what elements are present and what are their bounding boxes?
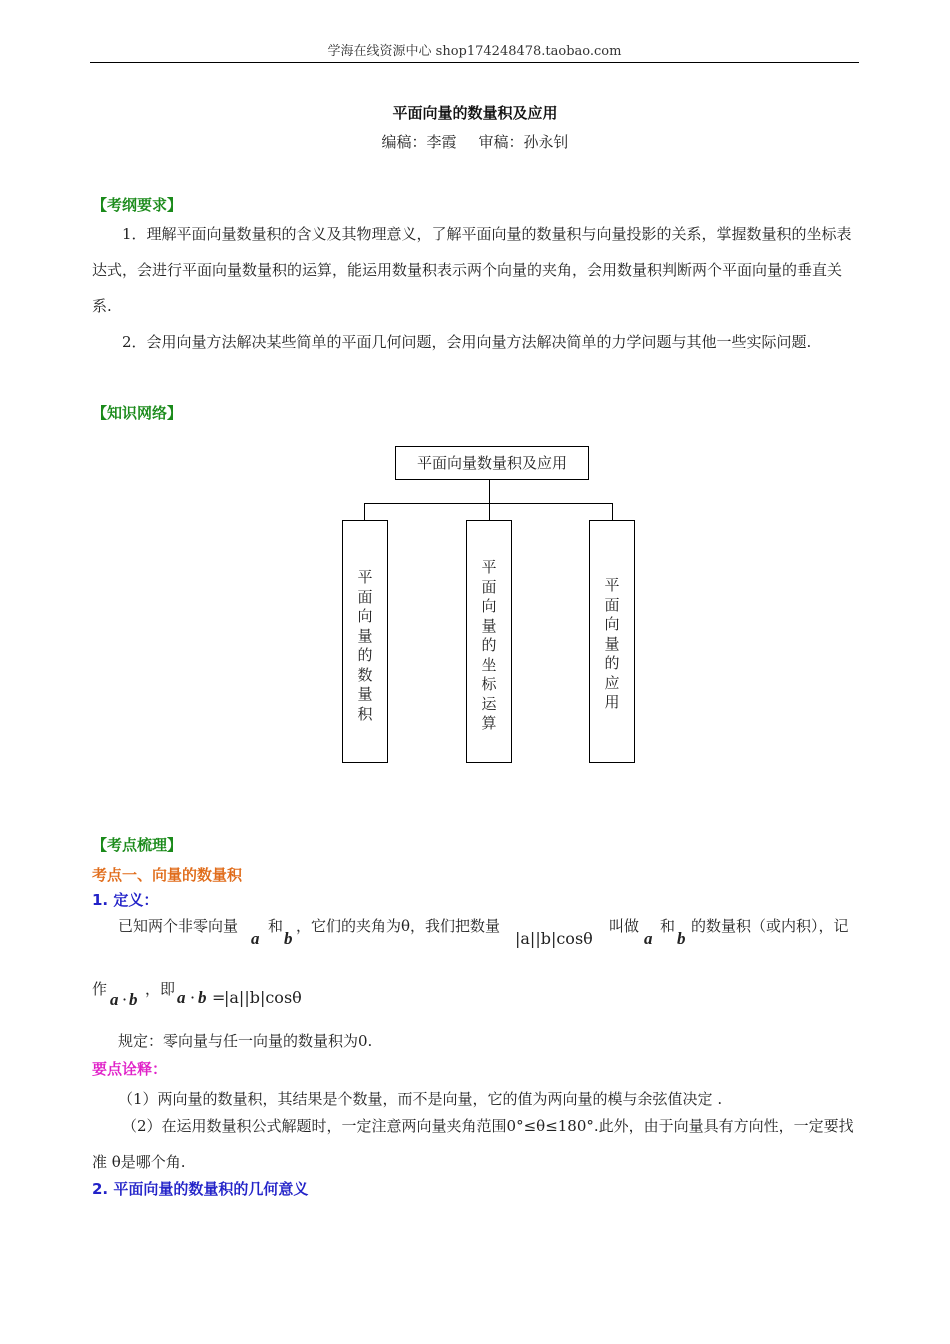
definition-text-4: 的数量积（或内积），记 (691, 917, 849, 935)
definition-text-2: ，它们的夹角为θ，我们把数量 (296, 917, 501, 935)
vector-b: b (129, 990, 138, 1009)
key-point-1: （1）两向量的数量积，其结果是个数量，而不是向量，它的值为两向量的模与余弦值决定 . (118, 1090, 723, 1108)
diagram-child-label: 平 面 向 量 的 坐 标 运 算 (481, 558, 497, 732)
vector-b: b (677, 929, 686, 948)
diagram-connector (612, 503, 613, 521)
dot-symbol: · (190, 988, 196, 1007)
definition-and: 和 (268, 917, 284, 935)
definition-and: 和 (660, 917, 676, 935)
vector-b: b (198, 988, 207, 1007)
vector-a: a (110, 990, 119, 1009)
diagram-root-box: 平面向量数量积及应用 (395, 446, 589, 480)
definition-text-3: 叫做 (609, 917, 640, 935)
diagram-child-box-3 (589, 520, 635, 763)
key-points-heading: 要点诠释： (92, 1060, 168, 1078)
geometric-meaning-heading: 2. 平面向量的数量积的几何意义 (92, 1180, 309, 1198)
section-requirements-heading: 【考纲要求】 (92, 196, 183, 214)
equals-sign: = (212, 988, 226, 1007)
diagram-child-box-1 (342, 520, 388, 763)
dot-product-formula-2: |a||b|cosθ (224, 988, 302, 1007)
notation-ji: ，即 (145, 980, 176, 998)
key-point-2: （2）在运用数量积公式解题时，一定注意两向量夹角范围0°≤θ≤180°.此外，由于向量具有方向性，一定要找准 θ是哪个角. (92, 1117, 854, 1171)
diagram-child-label: 平 面 向 量 的 应 用 (604, 576, 620, 711)
document-title: 平面向量的数量积及应用 (392, 104, 558, 122)
dot-product-formula: |a||b|cosθ (515, 929, 593, 948)
notation-zuo: 作 (92, 980, 108, 998)
editor: 编稿：李霞 (381, 133, 457, 151)
page-header: 学海在线资源中心 shop174248478.taobao.com (90, 44, 859, 63)
diagram-connector (489, 480, 490, 504)
kaodian-1-title: 考点一、向量的数量积 (92, 866, 243, 884)
reviewer: 审稿：孙永钊 (478, 133, 569, 151)
section-network-heading: 【知识网络】 (92, 404, 183, 422)
vector-b: b (284, 929, 293, 948)
vector-a: a (644, 929, 653, 948)
definition-label: 1. 定义： (92, 891, 159, 909)
requirement-item-1: 1．理解平面向量数量积的含义及其物理意义，了解平面向量的数量积与向量投影的关系，掌握数量积的坐标表达式，会进行平面向量数量积的运算，能运用数量积表示两个向量的夹角，会用数量积判断两个平面向量的垂直关系. (92, 225, 852, 315)
authors-line (0, 131, 950, 152)
vector-a: a (251, 929, 260, 948)
diagram-child-label: 平 面 向 量 的 数 量 积 (357, 568, 373, 723)
dot-symbol: · (122, 990, 128, 1009)
rule-text: 规定：零向量与任一向量的数量积为0. (118, 1032, 373, 1050)
requirement-item-2: 2．会用向量方法解决某些简单的平面几何问题，会用向量方法解决简单的力学问题与其他一些实际问题. (122, 333, 812, 351)
diagram-connector (364, 503, 365, 521)
diagram-connector (489, 503, 490, 521)
section-review-heading: 【考点梳理】 (92, 836, 183, 854)
diagram-child-box-2 (466, 520, 512, 763)
definition-text-1: 已知两个非零向量 (118, 917, 239, 935)
vector-a: a (177, 988, 186, 1007)
